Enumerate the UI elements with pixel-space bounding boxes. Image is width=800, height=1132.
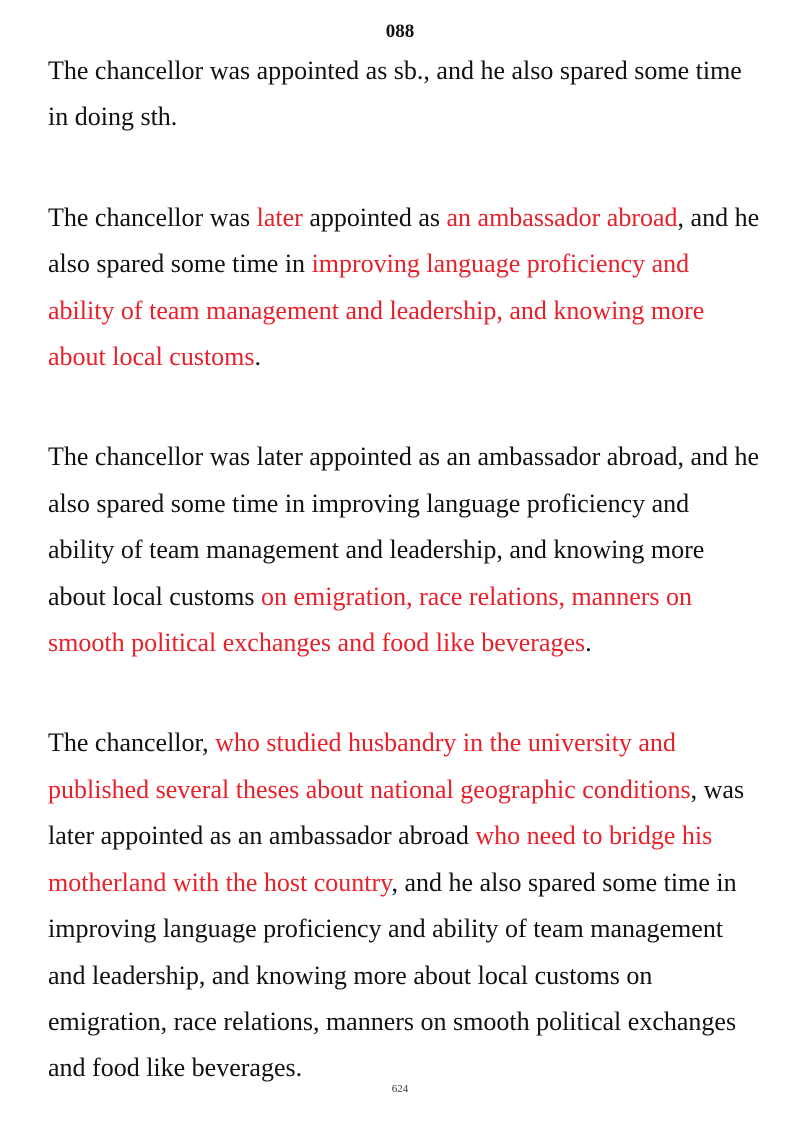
paragraph-4 [48,720,762,1091]
text-run: , and he also spared some time in [48,202,760,279]
highlighted-text: who need to bridge his motherland with the host country [48,821,713,897]
text-run: . [254,342,262,372]
text-run: , was later appointed as an ambassador abroad [48,774,745,851]
text-run: appointed as [302,202,447,232]
highlighted-text: improving language proficiency and ability of team management and leadership, and knowing more about local customs [48,249,705,372]
paragraph-2 [48,195,762,381]
highlighted-text: who studied husbandry in the university and published several theses about national geographic conditions [48,728,691,804]
paragraph-3 [48,434,762,666]
section-number: 088 [385,21,415,42]
paragraph-1 [48,48,762,141]
text-run: The chancellor was [48,202,257,232]
text-run: The chancellor was later appointed as an ambassador abroad, and he also spared some time in improving language proficiency and ability of team management and leadership, and knowing more about local customs [48,442,760,611]
text-run: The chancellor was appointed as sb., and he also spared some time in doing sth. [48,56,742,132]
page-number: 624 [391,1083,409,1095]
document-body [48,48,762,1092]
text-run: . [585,628,592,658]
highlighted-text: on emigration, race relations, manners on smooth political exchanges and food like beverages [48,581,693,658]
highlighted-text: later [256,202,303,232]
text-run: , and he also spared some time in improving language proficiency and ability of team management and leadership, and knowing more about local customs on emigration, race relations, manners on smooth political exchanges and food like beverages. [48,867,737,1083]
highlighted-text: an ambassador abroad [446,202,678,232]
text-run: The chancellor, [48,728,216,758]
